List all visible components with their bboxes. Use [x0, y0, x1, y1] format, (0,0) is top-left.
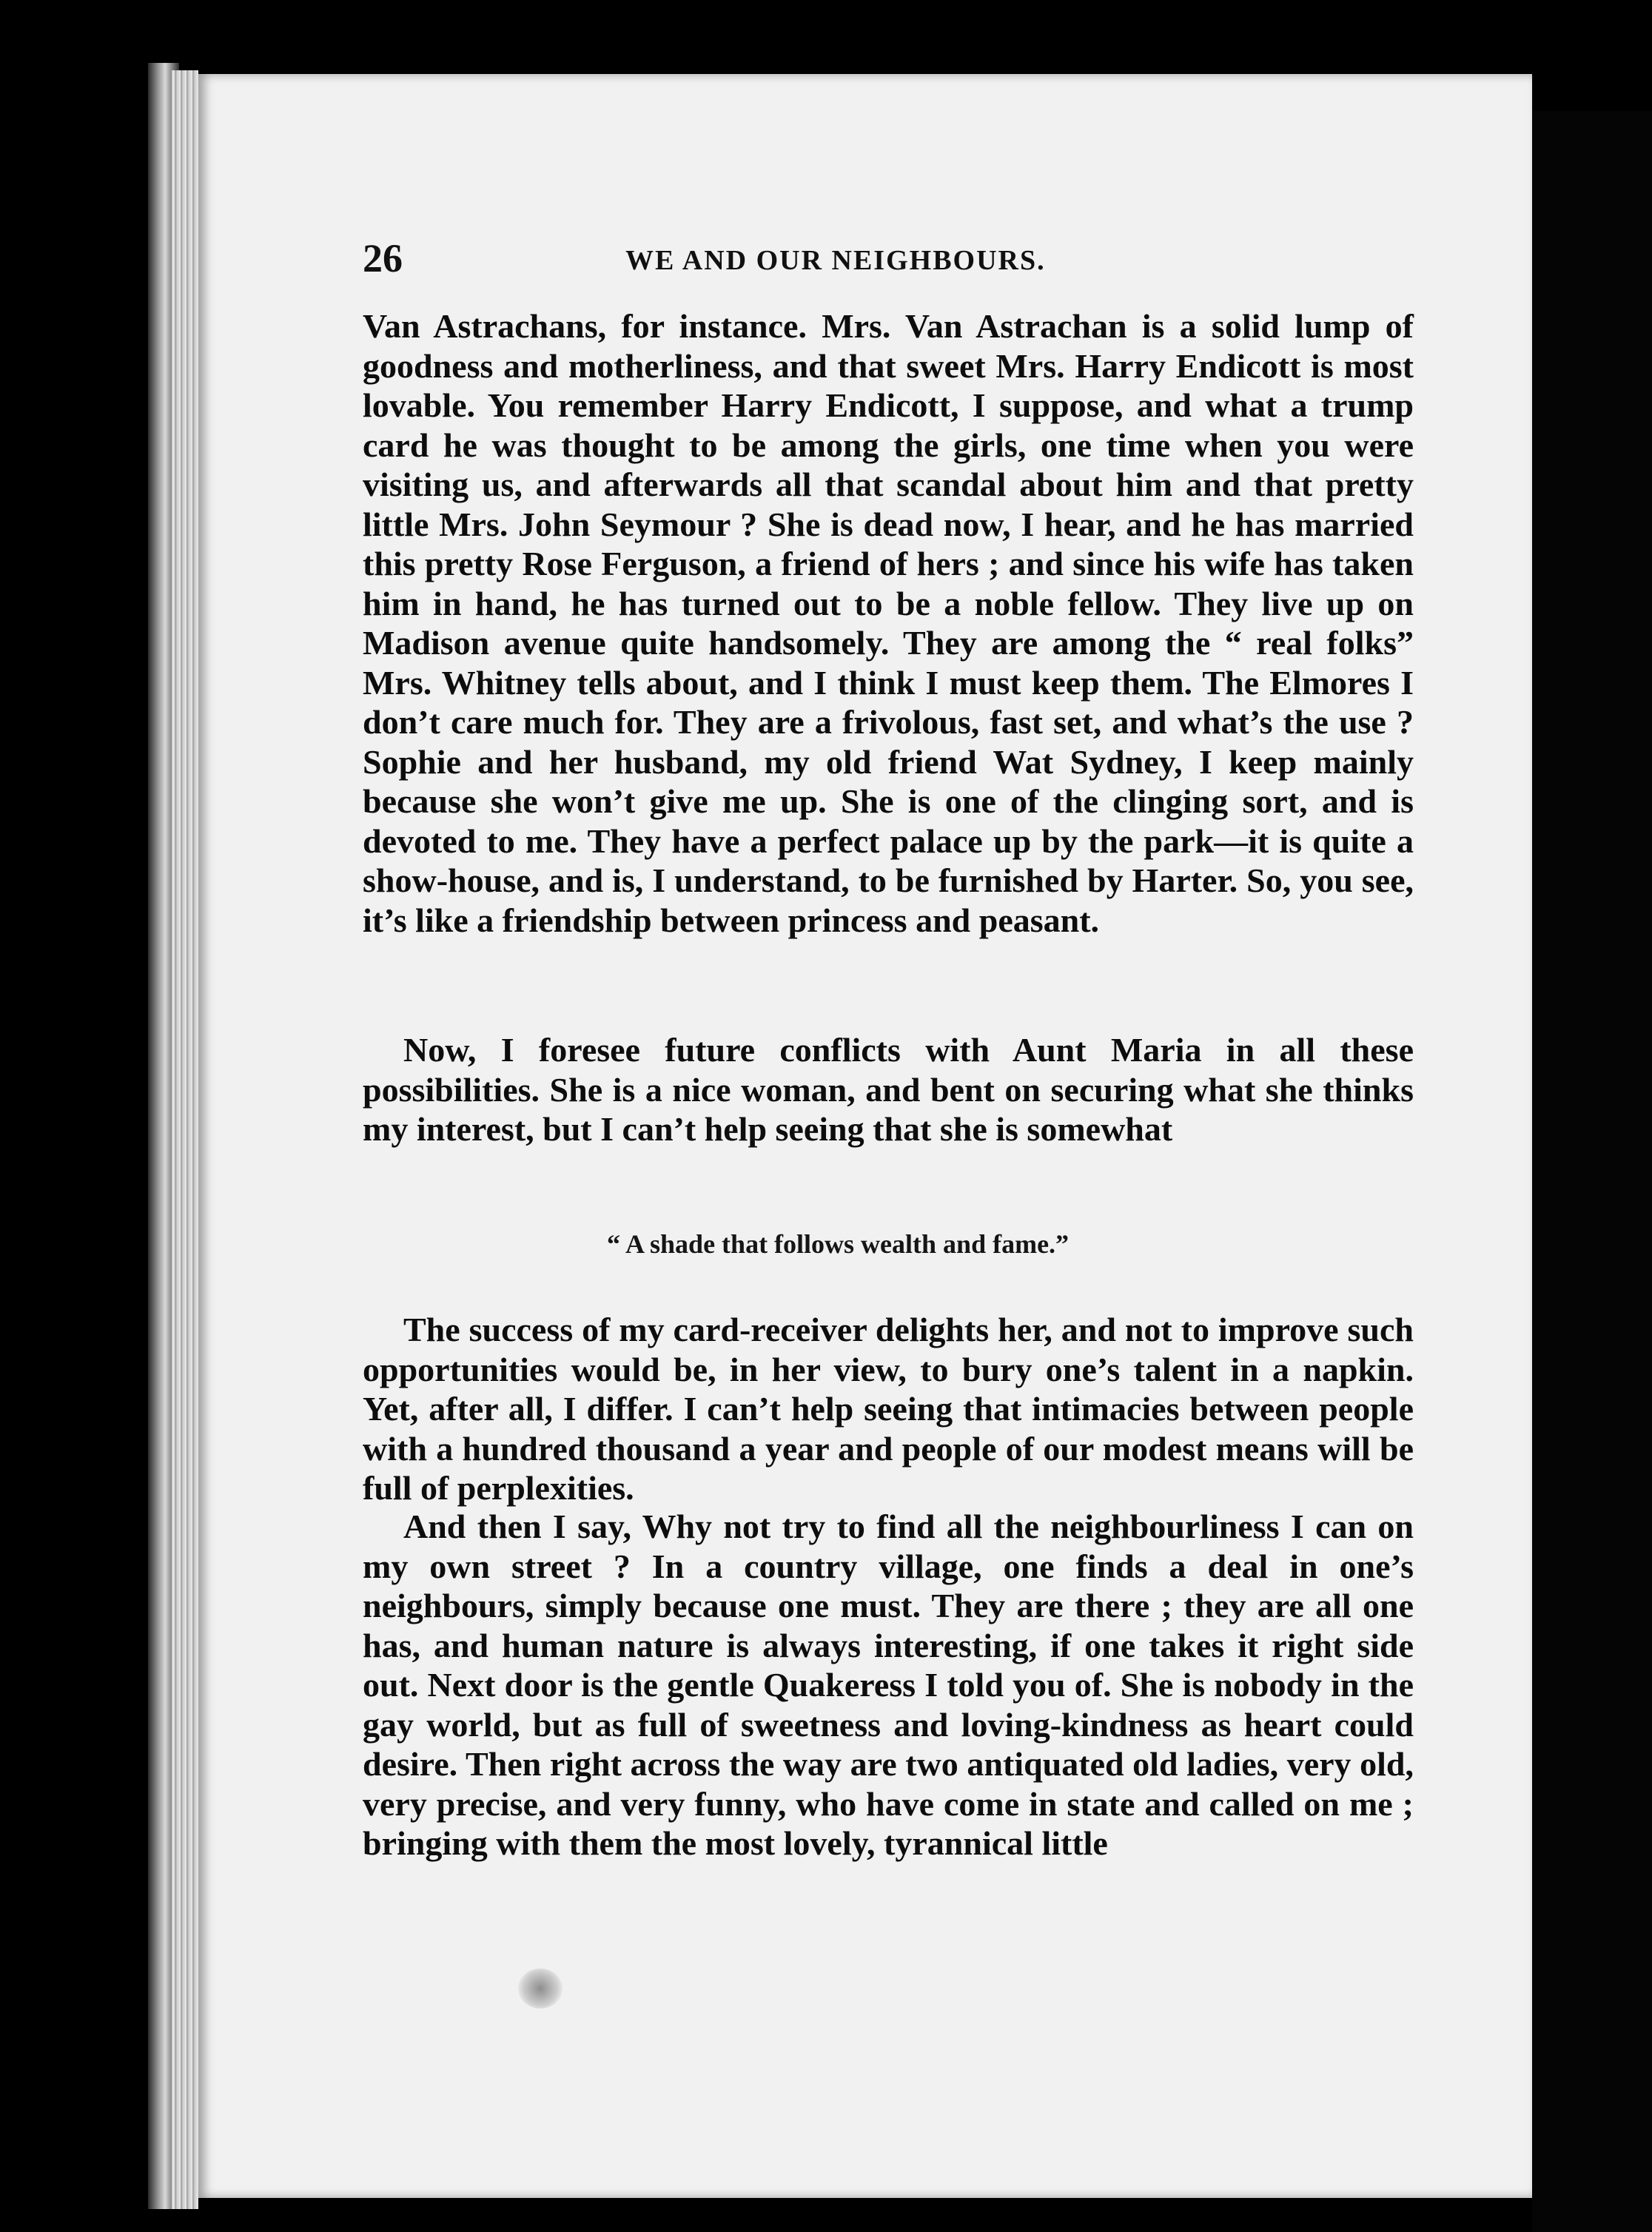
running-title: WE AND OUR NEIGHBOURS.	[625, 245, 1046, 276]
paragraph-1	[363, 306, 1414, 940]
page-stack-edge	[172, 70, 198, 2209]
paragraph-4	[363, 1507, 1414, 1863]
epigraph-quote: “ A shade that follows wealth and fame.”	[607, 1229, 1070, 1259]
paragraph-2	[363, 1030, 1414, 1149]
paragraph-3	[363, 1310, 1414, 1508]
running-head	[363, 235, 1436, 287]
page-stain	[518, 1969, 563, 2009]
paragraph-4-text: And then I say, Why not try to find all the neighbourliness I can on my own street ? In a country village, one finds a deal in one’s neighbours, simply because one must. They are there ; they are all one has, and human nature is always interesting, if one takes it right side out. Next door is the gentle Quakeress I told you of. She is nobody in the gay world, but as full of sweetness and loving-kindness as heart could desire. Then right across the way are two antiquated old ladies, very old, very precise, and very funny, who have come in state and called on me ; bringing with them the most lovely, tyrannical little	[363, 1507, 1414, 1862]
paragraph-1-text: Van Astrachans, for instance. Mrs. Van Astrachan is a solid lump of goodness and motherliness, and that sweet Mrs. Harry Endicott is most lovable. You remember Harry Endicott, I suppose, and what a trump card he was thought to be among the girls, one time when you were visiting us, and afterwards all that scandal about him and that pretty little Mrs. John Seymour ? She is dead now, I hear, and he has married this pretty Rose Ferguson, a friend of hers ; and since his wife has taken him in hand, he has turned out to be a noble fellow. They live up on Madison avenue quite handsomely. They are among the “ real folks” Mrs. Whitney tells about, and I think I must keep them. The Elmores I don’t care much for. They are a frivolous, fast set, and what’s the use ? Sophie and her husband, my old friend Wat Sydney, I keep mainly because she won’t give me up. She is one of the clinging sort, and is devoted to me. They have a perfect palace up by the park—it is quite a show-house, and is, I understand, to be furnished by Harter. So, you see, it’s like a friendship between princess and peasant.	[363, 307, 1414, 939]
scan-shadow	[1532, 111, 1652, 2232]
paragraph-2-text: Now, I foresee future conflicts with Aunt Maria in all these possibilities. She is a nice woman, and bent on securing what she thinks my interest, but I can’t help seeing that she is somewhat	[363, 1031, 1414, 1148]
page-number: 26	[363, 236, 403, 280]
paragraph-3-text: The success of my card-receiver delights her, and not to improve such opportunities would be, in her view, to bury one’s talent in a napkin. Yet, after all, I differ. I can’t help seeing that intimacies between people with a hundred thousand a year and people of our modest means will be full of perplexities.	[363, 1311, 1414, 1507]
